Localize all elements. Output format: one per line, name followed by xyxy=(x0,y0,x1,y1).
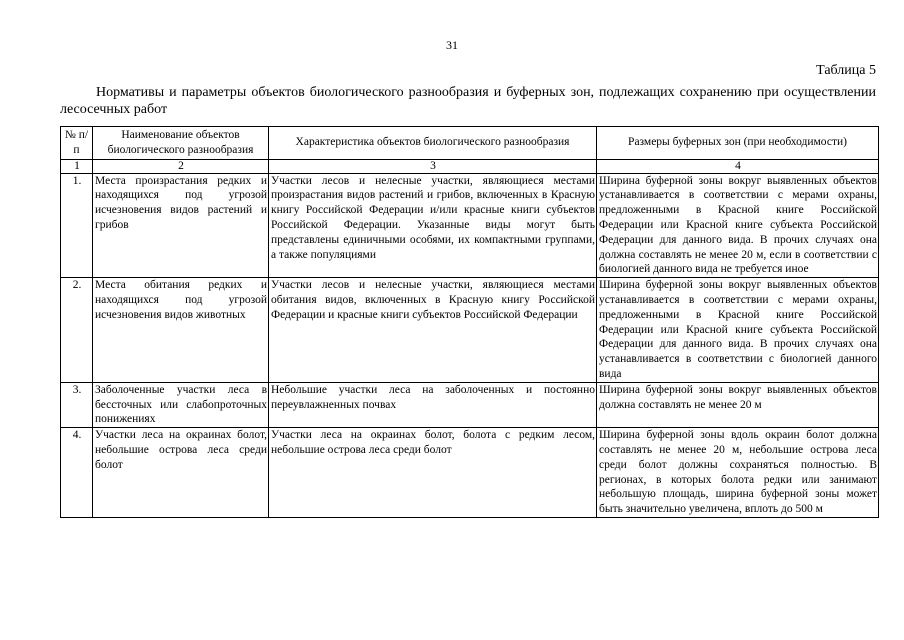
table-caption: Нормативы и параметры объектов биологического разнообразия и буферных зон, подлежащих сохранению при осуществлении лесосечных работ xyxy=(60,85,876,117)
column-number: 1 xyxy=(61,159,93,173)
table-row xyxy=(61,382,879,427)
column-number-row xyxy=(61,159,879,173)
column-number: 2 xyxy=(93,159,269,173)
buffer-zone-size: Ширина буферной зоны вокруг выявленных объектов устанавливается в соответствии с мерами охраны, предложенными в Красной книге Российской Федерации или Красной книге субъекта Российской Федерации для данного вида. В прочих случаях она должна составлять не менее 20 м, если в соответствии с биологией данного вида не требуется иное xyxy=(597,173,879,278)
row-number: 2. xyxy=(61,278,93,383)
object-characteristic: Участки лесов и нелесные участки, являющиеся местами произрастания видов растений и грибов, включенных в Красную книгу Российской Федерации и/или красные книги субъектов Российской Федерации. Указанные виды могут быть представлены единичными особями, их компактными группами, а также популяциями xyxy=(269,173,597,278)
buffer-zone-size: Ширина буферной зоны вдоль окраин болот должна составлять не менее 20 м, небольшие острова леса среди болот должны сохраняться полностью. В регионах, в которых болота редки или занимают небольшую площадь, ширина буферной зоны может быть значительно увеличена, вплоть до 500 м xyxy=(597,428,879,518)
page-number: 31 xyxy=(446,38,458,52)
object-name: Места произрастания редких и находящихся под угрозой исчезновения видов растений и грибов xyxy=(93,173,269,278)
row-number: 1. xyxy=(61,173,93,278)
object-characteristic: Участки лесов и нелесные участки, являющиеся местами обитания видов, включенных в Красную книгу Российской Федерации и красные книги субъектов Российской Федерации xyxy=(269,278,597,383)
object-name: Заболоченные участки леса в бессточных или слабопроточных понижениях xyxy=(93,382,269,427)
object-characteristic: Участки леса на окраинах болот, болота с редким лесом, небольшие острова леса среди болот xyxy=(269,428,597,518)
table-label: Таблица 5 xyxy=(816,63,876,78)
biodiversity-table xyxy=(60,126,879,518)
row-number: 3. xyxy=(61,382,93,427)
column-number: 4 xyxy=(597,159,879,173)
header-characteristic: Характеристика объектов биологического разнообразия xyxy=(269,127,597,160)
buffer-zone-size: Ширина буферной зоны вокруг выявленных объектов должна составлять не менее 20 м xyxy=(597,382,879,427)
object-characteristic: Небольшие участки леса на заболоченных и постоянно переувлажненных почвах xyxy=(269,382,597,427)
header-name: Наименование объектов биологического разнообразия xyxy=(93,127,269,160)
header-buffer: Размеры буферных зон (при необходимости) xyxy=(597,127,879,160)
header-row xyxy=(61,127,879,160)
table-header xyxy=(61,127,879,160)
table-row xyxy=(61,173,879,278)
header-number: № п/п xyxy=(61,127,93,160)
object-name: Места обитания редких и находящихся под угрозой исчезновения видов животных xyxy=(93,278,269,383)
object-name: Участки леса на окраинах болот, небольшие острова леса среди болот xyxy=(93,428,269,518)
table-row xyxy=(61,428,879,518)
buffer-zone-size: Ширина буферной зоны вокруг выявленных объектов устанавливается в соответствии с мерами охраны, предложенными в Красной книге Российской Федерации или Красной книге субъекта Российской Федерации для данного вида. В прочих случаях она устанавливается в соответствии с биологией данного вида xyxy=(597,278,879,383)
row-number: 4. xyxy=(61,428,93,518)
table-row xyxy=(61,278,879,383)
column-number: 3 xyxy=(269,159,597,173)
